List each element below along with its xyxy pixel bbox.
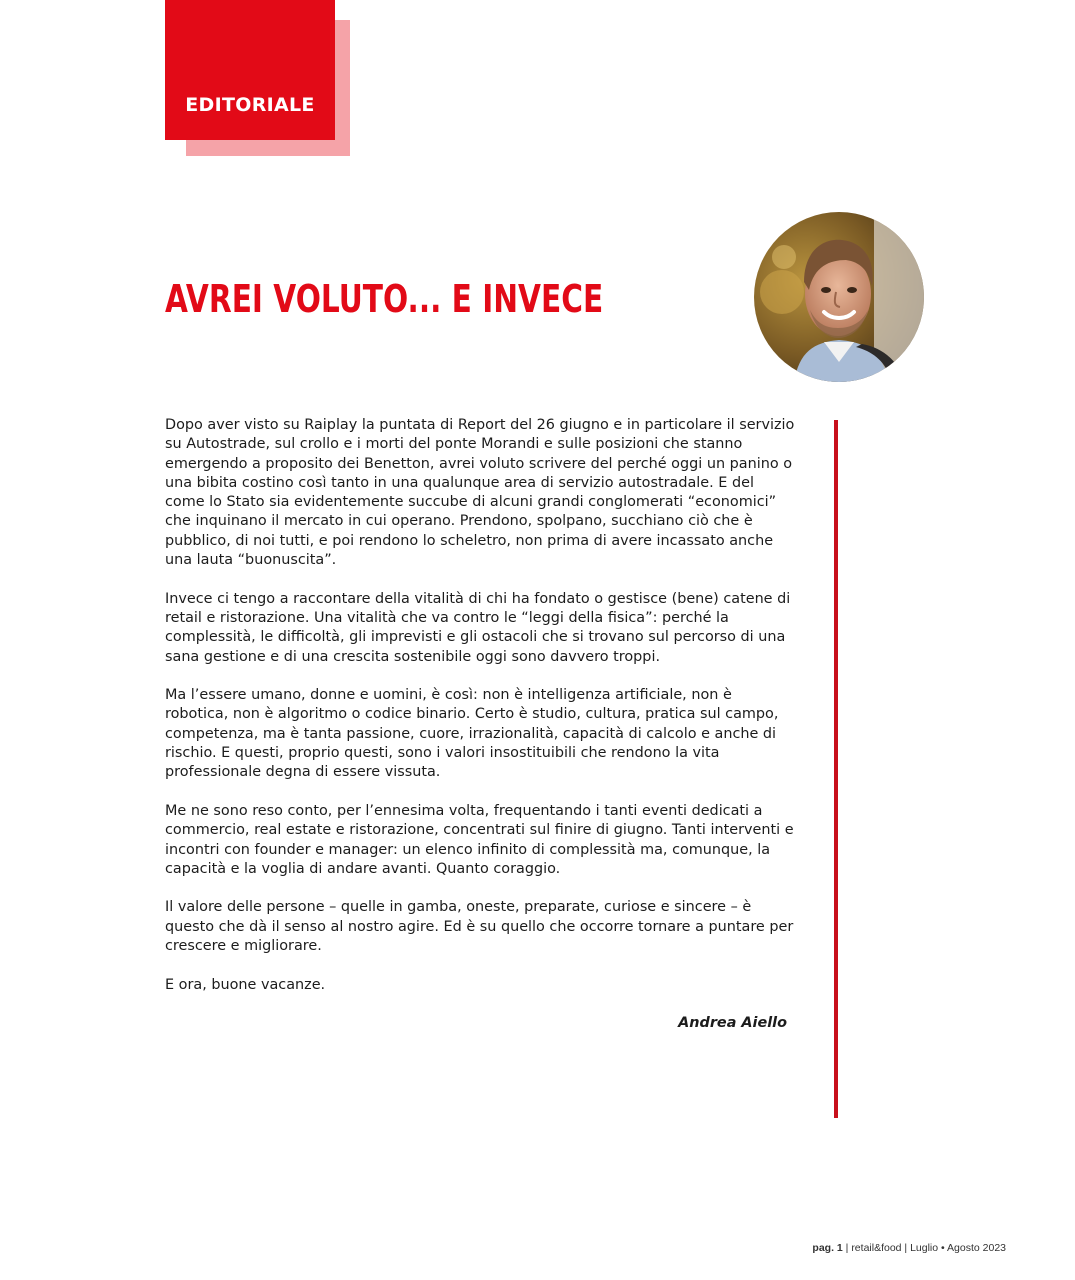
headline: AVREI VOLUTO... E INVECE: [165, 277, 604, 321]
page-footer: [812, 1242, 1006, 1254]
article-body: [165, 416, 795, 1034]
article-paragraph: Il valore delle persone – quelle in gamba, oneste, preparate, curiose e sincere – è questo che dà il senso al nostro agire. Ed è su quello che occorre tornare a puntare per crescere e migliorare.: [165, 899, 794, 955]
article-paragraph: Invece ci tengo a raccontare della vitalità di chi ha fondato o gestisce (bene) catene di retail e ristorazione. Una vitalità che va contro le “leggi della fisica”: perché la complessità, le difficoltà, gli imprevisti e gli ostacoli che si trovano sul percorso di una sana gestione e di una crescita sostenibile oggi sono davvero troppi.: [165, 590, 791, 665]
author-signature: Andrea Aiello: [678, 1015, 787, 1032]
publication-name: retail&food: [851, 1242, 902, 1254]
issue-date: Luglio • Agosto 2023: [910, 1242, 1006, 1254]
vertical-divider: [834, 420, 838, 1118]
page-number: pag. 1: [812, 1242, 843, 1254]
footer-separator: |: [842, 1242, 852, 1254]
article-paragraph: E ora, buone vacanze.: [165, 976, 326, 993]
article-paragraph: Me ne sono reso conto, per l’ennesima volta, frequentando i tanti eventi dedicati a commercio, real estate e ristorazione, concentrati sul finire di giugno. Tanti interventi e incontri con founder e manager: un elenco infinito di complessità ma, comunque, la capacità e la voglia di andare avanti. Quanto coraggio.: [165, 802, 794, 877]
author-photo: [754, 212, 924, 382]
section-tag-label: EDITORIALE: [185, 94, 315, 116]
author-portrait-illustration: [754, 212, 924, 382]
footer-separator: |: [901, 1242, 911, 1254]
article-paragraph: Ma l’essere umano, donne e uomini, è così: non è intelligenza artificiale, non è robotica, non è algoritmo o codice binario. Certo è studio, cultura, pratica sul campo, competenza, ma è tanta passione, cuore, irrazionalità, capacità di calcolo e anche di rischio. E questi, proprio questi, sono i valori insostituibili che rendono la vita professionale degna di essere vissuta.: [165, 687, 779, 781]
article-paragraph: Dopo aver visto su Raiplay la puntata di Report del 26 giugno e in particolare il servizio su Autostrade, sul crollo e i morti del ponte Morandi e sulle posizioni che stanno emergendo a proposito dei Benetton, avrei voluto scrivere del perché oggi un panino o una bibita costino così tanto in una qualunque area di servizio autostradale. E del come lo Stato sia evidentemente succube di alcuni grandi conglomerati “economici” che inquinano il mercato in cui operano. Prendono, spolpano, succhiano ciò che è pubblico, di noi tutti, e poi rendono lo scheletro, non prima di avere incassato anche una lauta “buonuscita”.: [165, 417, 795, 569]
section-tag: [165, 0, 335, 140]
